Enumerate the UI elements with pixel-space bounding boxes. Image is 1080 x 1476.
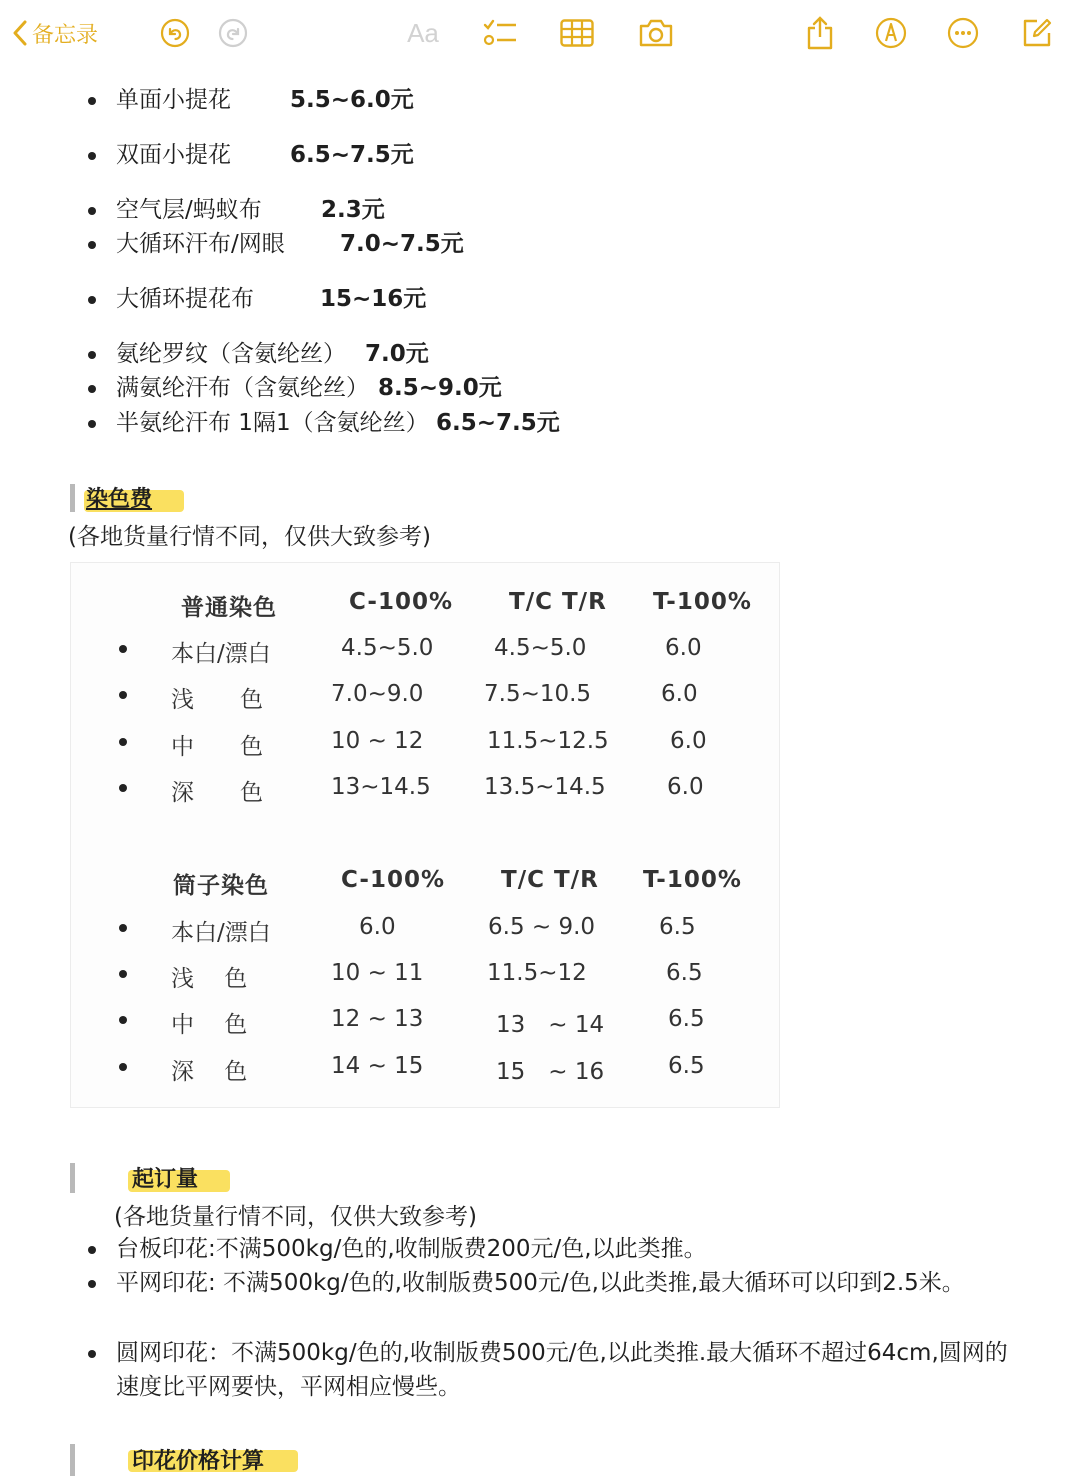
- bullet-dot: [88, 420, 96, 428]
- table-cell: 13.5~14.5: [484, 774, 606, 800]
- moq-section-title: 起订量: [132, 1167, 199, 1192]
- dye-price-table: [70, 562, 780, 1108]
- note-toolbar: [0, 0, 1080, 66]
- table-cell: 7.0~9.0: [331, 681, 424, 707]
- fabric-name: 单面小提花: [116, 87, 231, 113]
- pen-markup-icon: [875, 17, 907, 49]
- redo-icon: [217, 17, 249, 49]
- compose-icon: [1021, 17, 1053, 49]
- table-row: [71, 1047, 779, 1087]
- section-divider-bar: [70, 1444, 75, 1476]
- fabric-price: 5.5~6.0元: [290, 87, 414, 113]
- table-cell: 6.0: [359, 914, 396, 940]
- row-label: 本白/漂白: [171, 920, 271, 946]
- dye-section-note: (各地货量行情不同，仅供大致参考): [68, 524, 431, 550]
- table-row: [71, 629, 779, 669]
- ellipsis-circle-icon: [947, 17, 979, 49]
- table-cell: 6.5: [668, 1053, 705, 1079]
- more-button[interactable]: [944, 14, 982, 52]
- bullet-dot: [88, 1246, 96, 1254]
- bullet-dot: [119, 691, 127, 699]
- fabric-price: 15~16元: [320, 286, 427, 312]
- section-divider-bar: [70, 484, 75, 512]
- bullet-dot: [119, 1063, 127, 1071]
- table-header-row: [71, 861, 779, 901]
- table-cell: 12 ~ 13: [331, 1006, 424, 1032]
- bullet-dot: [119, 784, 127, 792]
- table-cell: 4.5~5.0: [341, 635, 434, 661]
- moq-item-text: 圆网印花：不满500kg/色的,收制版费500元/色,以此类推.最大循环不超过64cm,圆网的速度比平网要快，平网相应慢些。: [116, 1340, 1008, 1400]
- row-label: 深 色: [171, 1059, 248, 1085]
- fabric-name: 双面小提花: [116, 142, 231, 168]
- bullet-dot: [88, 207, 96, 215]
- row-label: 深 色: [171, 780, 263, 806]
- table-cell: 6.0: [665, 635, 702, 661]
- undo-button[interactable]: [156, 14, 194, 52]
- print-section-title: 印花价格计算: [132, 1449, 265, 1474]
- bullet-dot: [88, 1350, 96, 1358]
- header-cell: C-100%: [341, 867, 446, 893]
- header-cell: T-100%: [653, 589, 752, 615]
- table-cell: 7.5~10.5: [484, 681, 592, 707]
- compose-button[interactable]: [1018, 14, 1056, 52]
- table-cell: 4.5~5.0: [494, 635, 587, 661]
- table-row: [71, 675, 779, 715]
- list-item: [88, 1232, 1018, 1266]
- list-item: [88, 1336, 1018, 1404]
- bullet-dot: [88, 296, 96, 304]
- chevron-left-icon: [12, 20, 28, 46]
- row-label: 中 色: [171, 734, 263, 760]
- table-cell: 11.5~12.5: [487, 728, 609, 754]
- header-cell: 普通染色: [181, 595, 277, 621]
- dye-section-title: 染色费: [86, 487, 153, 512]
- undo-icon: [159, 17, 191, 49]
- bullet-dot: [88, 385, 96, 393]
- bullet-dot: [119, 1016, 127, 1024]
- markup-button[interactable]: [872, 14, 910, 52]
- table-row: [71, 722, 779, 762]
- moq-item-text: 台板印花:不满500kg/色的,收制版费200元/色,以此类推。: [116, 1236, 707, 1262]
- bullet-dot: [119, 924, 127, 932]
- bullet-dot: [88, 97, 96, 105]
- row-label: 浅 色: [171, 687, 263, 713]
- fabric-name: 空气层/蚂蚁布: [116, 197, 262, 223]
- table-row: [71, 908, 779, 948]
- fabric-name: 满氨纶汗布（含氨纶丝）: [116, 375, 369, 401]
- table-cell: 13 ~ 14: [496, 1012, 605, 1038]
- format-button[interactable]: Aa: [407, 17, 439, 48]
- redo-button[interactable]: [214, 14, 252, 52]
- section-divider-bar: [70, 1163, 75, 1193]
- fabric-price: 7.0元: [365, 341, 429, 367]
- table-cell: 6.5 ~ 9.0: [488, 914, 596, 940]
- fabric-price: 6.5~7.5元: [290, 142, 414, 168]
- row-label: 浅 色: [171, 966, 248, 992]
- table-cell: 14 ~ 15: [331, 1053, 424, 1079]
- fabric-price: 7.0~7.5元: [340, 231, 464, 257]
- table-row: [71, 1000, 779, 1040]
- header-cell: T-100%: [643, 867, 742, 893]
- table-cell: 13~14.5: [331, 774, 431, 800]
- bullet-dot: [88, 241, 96, 249]
- checklist-icon: [483, 18, 517, 48]
- bullet-dot: [88, 351, 96, 359]
- header-cell: C-100%: [349, 589, 454, 615]
- bullet-dot: [88, 1280, 96, 1288]
- bullet-dot: [119, 970, 127, 978]
- table-cell: 10 ~ 12: [331, 728, 424, 754]
- table-cell: 15 ~ 16: [496, 1059, 605, 1085]
- bullet-dot: [119, 738, 127, 746]
- bullet-dot: [119, 645, 127, 653]
- share-button[interactable]: [802, 14, 838, 52]
- table-cell: 11.5~12: [487, 960, 587, 986]
- table-row: [71, 954, 779, 994]
- moq-section-note: (各地货量行情不同，仅供大致参考): [114, 1204, 477, 1230]
- back-button[interactable]: [12, 14, 122, 52]
- fabric-price: 2.3元: [321, 197, 385, 223]
- table-cell: 6.5: [659, 914, 696, 940]
- fabric-name: 半氨纶汗布 1隔1（含氨纶丝）: [116, 410, 429, 436]
- fabric-price: 8.5~9.0元: [378, 375, 502, 401]
- row-label: 本白/漂白: [171, 641, 271, 667]
- fabric-name: 氨纶罗纹（含氨纶丝）: [116, 341, 346, 367]
- camera-button[interactable]: [636, 14, 676, 52]
- table-cell: 10 ~ 11: [331, 960, 424, 986]
- header-cell: T/C T/R: [501, 867, 599, 893]
- checklist-button[interactable]: [480, 14, 520, 52]
- share-icon: [806, 16, 834, 50]
- row-label: 中 色: [171, 1012, 248, 1038]
- table-icon: [560, 19, 594, 47]
- fabric-name: 大循环提花布: [116, 286, 254, 312]
- table-cell: 6.0: [661, 681, 698, 707]
- list-item: [88, 1266, 1018, 1300]
- header-cell: 筒子染色: [173, 873, 269, 899]
- bullet-dot: [88, 152, 96, 160]
- back-label: 备忘录: [32, 22, 99, 48]
- table-cell: 6.5: [666, 960, 703, 986]
- fabric-name: 大循环汗布/网眼: [116, 231, 285, 257]
- table-cell: 6.5: [668, 1006, 705, 1032]
- table-row: [71, 768, 779, 808]
- table-button[interactable]: [558, 14, 596, 52]
- table-cell: 6.0: [667, 774, 704, 800]
- header-cell: T/C T/R: [509, 589, 607, 615]
- table-cell: 6.0: [670, 728, 707, 754]
- table-header-row: [71, 583, 779, 623]
- fabric-price: 6.5~7.5元: [436, 410, 560, 436]
- moq-item-text: 平网印花: 不满500kg/色的,收制版费500元/色,以此类推,最大循环可以印到2.5米。: [116, 1270, 965, 1296]
- camera-icon: [638, 18, 674, 48]
